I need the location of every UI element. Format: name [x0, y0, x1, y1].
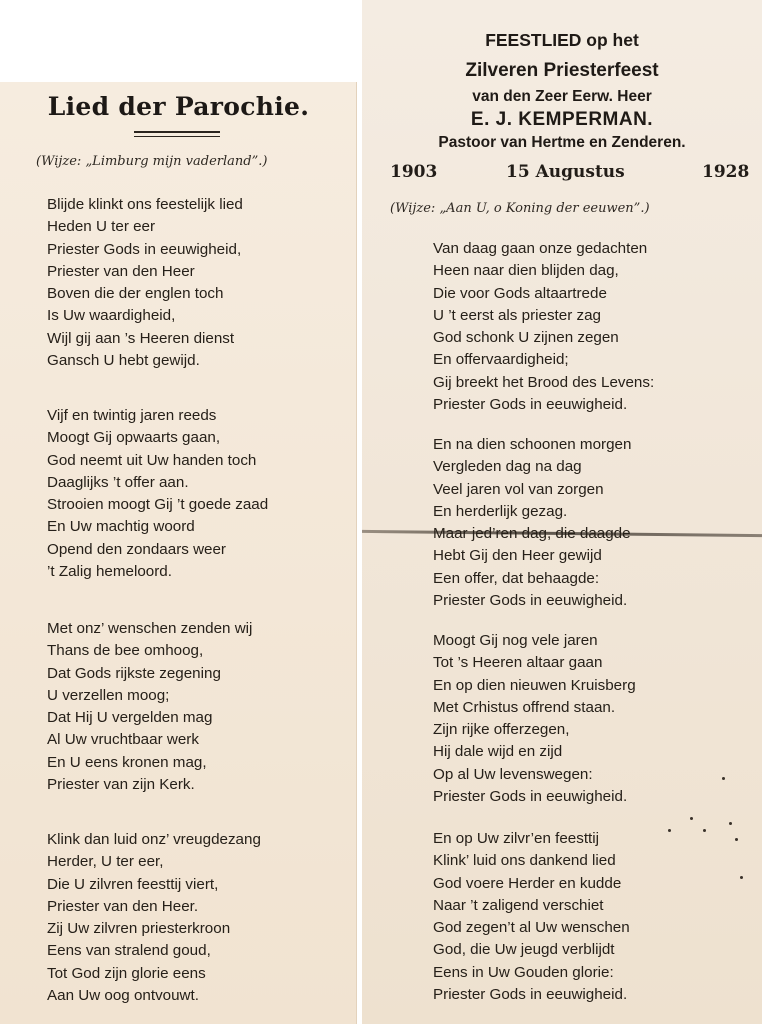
verse-line: God schonk U zijnen zegen [433, 329, 619, 347]
verse-line: Vijf en twintig jaren reeds [47, 407, 217, 424]
verse-line: Gij breekt het Brood des Levens: [433, 373, 655, 391]
verse-line: Klink dan luid onz’ vreugdezang [47, 831, 261, 848]
verse-line: God neemt uit Uw handen toch [47, 451, 257, 469]
verse-line: Hebt Gij den Heer gewijd [433, 547, 602, 565]
title-rule-bottom [134, 136, 220, 137]
right-stanza-4 [433, 828, 630, 1006]
verse-line: Priester Gods in eeuwigheid. [433, 592, 628, 610]
verse-line: Zijn rijke offerzegen, [433, 721, 570, 739]
verse-line: Priester Gods in eeuwigheid. [433, 788, 628, 806]
verse-line: Herder, U ter eer, [47, 853, 164, 871]
verse-line: Hij dale wijd en zijd [433, 743, 563, 761]
verse-line: Zij Uw zilvren priesterkroon [47, 920, 231, 938]
verse-line: Met Crhistus offrend staan. [433, 698, 616, 716]
header-name: E. J. KEMPERMAN. [470, 109, 654, 130]
verse-line: Van daag gaan onze gedachten [433, 240, 648, 257]
header-parish: Pastoor van Hertme en Zenderen. [438, 134, 686, 151]
verse-line: Heden U ter eer [47, 218, 156, 236]
verse-line: En na dien schoonen morgen [433, 436, 632, 453]
verse-line: En Uw machtig woord [47, 518, 195, 536]
verse-line: Boven die der englen toch [47, 285, 224, 303]
verse-line: Moogt Gij opwaarts gaan, [47, 429, 221, 447]
verse-line: En op dien nieuwen Kruisberg [433, 676, 636, 694]
ink-speck [703, 829, 706, 832]
verse-line: Naar ’t zaligend verschiet [433, 896, 604, 914]
verse-line: Opend den zondaars weer [47, 540, 226, 558]
verse-line: Aan Uw oog ontvouwt. [47, 987, 199, 1005]
right-stanza-2 [433, 434, 631, 612]
left-stanza-2 [47, 405, 268, 583]
left-stanza-1 [47, 194, 243, 372]
verse-line: Die voor Gods altaartrede [433, 284, 607, 302]
right-stanza-1 [433, 238, 654, 416]
title-rule-top [134, 131, 220, 133]
left-melody: (Wijze: „Limburg mijn vaderland”.) [36, 154, 268, 169]
verse-line: Al Uw vruchtbaar werk [47, 731, 199, 749]
left-stanza-3 [47, 618, 252, 796]
verse-line: Die U zilvren feesttij viert, [47, 875, 219, 893]
year-end: 1928 [702, 162, 750, 182]
right-stanza-3 [433, 630, 636, 808]
verse-line: Gansch U hebt gewijd. [47, 352, 200, 370]
verse-line: Priester van zijn Kerk. [47, 776, 195, 794]
verse-line: God voere Herder en kudde [433, 874, 622, 892]
verse-line: Thans de bee omhoog, [47, 642, 204, 660]
left-title: Lied der Parochie. [47, 92, 310, 121]
header-feestlied: FEESTLIED op het [485, 30, 639, 50]
verse-line: Heen naar dien blijden dag, [433, 262, 619, 280]
verse-line: Maar jed’ren dag, die daagde [433, 525, 631, 543]
verse-line: Priester Gods in eeuwigheid, [47, 240, 242, 258]
verse-line: Strooien moogt Gij ’t goede zaad [47, 496, 269, 514]
verse-line: Tot God zijn glorie eens [47, 964, 206, 982]
ink-speck [668, 829, 671, 832]
header-occasion: Zilveren Priesterfeest [465, 60, 659, 81]
ink-speck [740, 876, 743, 879]
ink-speck [729, 822, 732, 825]
verse-line: ’t Zalig hemeloord. [47, 563, 172, 581]
verse-line: Priester Gods in eeuwigheid. [433, 986, 628, 1004]
ink-speck [690, 817, 693, 820]
verse-line: Moogt Gij nog vele jaren [433, 632, 598, 649]
verse-line: Een offer, dat behaagde: [433, 569, 600, 587]
verse-line: Vergleden dag na dag [433, 458, 582, 476]
verse-line: En herderlijk gezag. [433, 502, 568, 520]
verse-line: U ’t eerst als priester zag [433, 306, 601, 324]
verse-line: Tot ’s Heeren altaar gaan [433, 654, 603, 672]
verse-line: Klink’ luid ons dankend lied [433, 852, 616, 870]
year-start: 1903 [390, 162, 438, 182]
verse-line: En U eens kronen mag, [47, 753, 207, 771]
left-stanza-4 [47, 829, 261, 1007]
verse-line: En op Uw zilvr’en feesttij [433, 830, 600, 847]
verse-line: Eens van stralend goud, [47, 942, 211, 960]
jubilee-date: 15 Augustus [506, 162, 625, 182]
verse-line: Priester van den Heer [47, 262, 195, 280]
verse-line: Daaglijks ’t offer aan. [47, 473, 189, 491]
ink-speck [735, 838, 738, 841]
verse-line: Priester Gods in eeuwigheid. [433, 396, 628, 414]
verse-line: Priester van den Heer. [47, 897, 199, 915]
verse-line: Eens in Uw Gouden glorie: [433, 963, 614, 981]
verse-line: Met onz’ wenschen zenden wij [47, 620, 253, 637]
verse-line: U verzellen moog; [47, 686, 170, 704]
ink-speck [722, 777, 725, 780]
right-melody: (Wijze: „Aan U, o Koning der eeuwen”.) [390, 201, 650, 216]
verse-line: Wijl gij aan ’s Heeren dienst [47, 329, 235, 347]
verse-line: Veel jaren vol van zorgen [433, 480, 604, 498]
verse-line: Dat Hij U vergelden mag [47, 709, 213, 727]
verse-line: Dat Gods rijkste zegening [47, 664, 221, 682]
verse-line: God zegen’t al Uw wenschen [433, 919, 630, 937]
verse-line: Op al Uw levenswegen: [433, 765, 593, 783]
verse-line: En offervaardigheid; [433, 351, 569, 369]
verse-line: Is Uw waardigheid, [47, 307, 176, 325]
verse-line: God, die Uw jeugd verblijdt [433, 941, 615, 959]
header-honorific: van den Zeer Eerw. Heer [472, 88, 652, 105]
verse-line: Blijde klinkt ons feestelijk lied [47, 196, 243, 213]
